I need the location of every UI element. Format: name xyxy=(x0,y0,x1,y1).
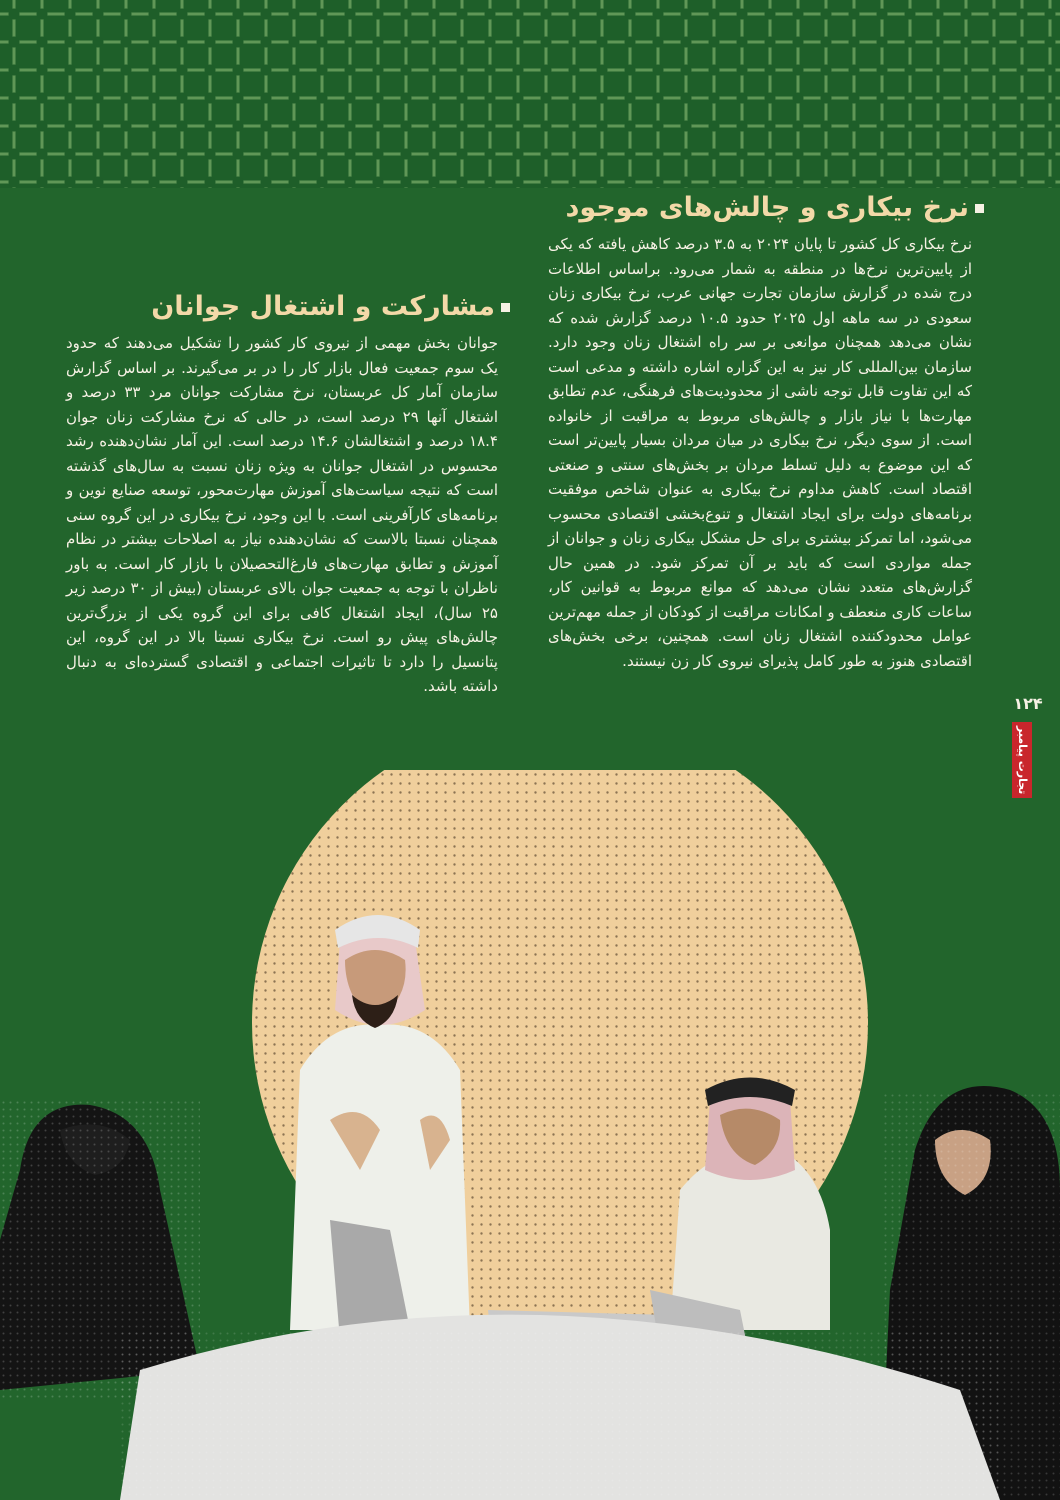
section-title-text: مشارکت و اشتغال جوانان xyxy=(151,291,495,322)
section-title-text: نرخ بیکاری و چالش‌های موجود xyxy=(565,192,969,223)
article-column-unemployment xyxy=(548,232,972,673)
meeting-table xyxy=(120,1315,1000,1500)
brand-label: تجارت پیامبر xyxy=(1016,725,1029,795)
page-number: ۱۲۴ xyxy=(1013,694,1043,713)
lattice-pattern-overlay xyxy=(0,0,1060,188)
article-body-unemployment: نرخ بیکاری کل کشور تا پایان ۲۰۲۴ به ۳.۵ درصد کاهش یافته که یکی از پایین‌ترین نرخ‌ها در منطقه به شمار می‌رود. براساس اطلاعات درج شده در گزارش سازمان تجارت جهانی عرب، نرخ بیکاری زنان سعودی در سه ماهه اول ۲۰۲۵ حدود ۱۰.۵ درصد گزارش شده که نشان می‌دهد همچنان موانعی بر سر راه اشتغال زنان وجود دارد. سازمان بین‌المللی کار نیز به این گزاره اشاره داشته و مدعی است که این تفاوت قابل توجه ناشی از محدودیت‌های فرهنگی، عدم تطابق مهارت‌ها با نیاز بازار و چالش‌های مربوط به مراقبت از خانواده است. از سوی دیگر، نرخ بیکاری در میان مردان بسیار پایین‌تر است که این موضوع به دلیل تسلط مردان بر بخش‌های سنتی و صنعتی اقتصاد است. کاهش مداوم نرخ بیکاری به عنوان شاخص موفقیت برنامه‌های دولت برای ایجاد اشتغال و تنوع‌بخشی اقتصادی محسوب می‌شود، اما تمرکز بیشتری برای حل مشکل بیکاری زنان و جوانان از جمله مواردی است که باید بر آن تمرکز شود. در همین حال گزارش‌های متعدد نشان می‌دهد که موانع مربوط به قوانین کار، ساعات کاری منعطف و امکانات مراقبت از کودکان از جمله مهم‌ترین عوامل محدودکننده اشتغال زنان است. همچنین، برخی بخش‌های اقتصادی هنوز به طور کامل پذیرای نیروی کار زن نیستند. xyxy=(548,235,972,670)
meeting-illustration xyxy=(0,770,1060,1500)
article-column-youth xyxy=(66,331,498,699)
section-title-unemployment xyxy=(566,192,984,223)
heading-square-icon xyxy=(501,303,510,312)
heading-square-icon xyxy=(975,204,984,213)
article-body-youth: جوانان بخش مهمی از نیروی کار کشور را تشکیل می‌دهند که حدود یک سوم جمعیت فعال بازار کار را در بر می‌گیرند. بر اساس گزارش سازمان آمار کل عربستان، نرخ مشارکت جوانان مرد ۳۳ درصد و اشتغال آنها ۲۹ درصد است، در حالی که نرخ مشارکت زنان جوان ۱۸.۴ درصد و اشتغالشان ۱۴.۶ درصد است. این آمار نشان‌دهنده رشد محسوس در اشتغال جوانان به ویژه زنان نسبت به سال‌های گذشته است که نتیجه سیاست‌های آموزش مهارت‌محور، توسعه صنایع نوین و برنامه‌های کارآفرینی است. با این وجود، نرخ بیکاری در این گروه سنی همچنان نسبتا بالاست که نشان‌دهنده نیاز به اصلاحات بیشتر در نظام آموزش و تطابق مهارت‌های فارغ‌التحصیلان با بازار کار است. به باور ناظران با توجه به جمعیت جوان بالای عربستان (بیش از ۳۰ درصد زیر ۲۵ سال)، ایجاد اشتغال کافی برای این گروه یکی از بزرگ‌ترین چالش‌های پیش رو است. نرخ بیکاری نسبتا بالا در این گروه، این پتانسیل را دارد تا تاثیرات اجتماعی و اقتصادی گسترده‌ای به دنبال داشته باشد. xyxy=(66,334,498,695)
section-title-youth xyxy=(151,291,510,322)
